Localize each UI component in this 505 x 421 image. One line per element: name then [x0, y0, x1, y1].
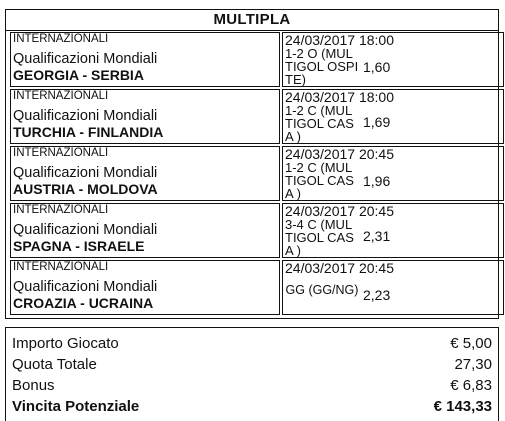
ticket-title: MULTIPLA	[6, 10, 498, 31]
match-name: CROAZIA - UCRAINA	[13, 295, 154, 311]
competition-label: INTERNAZIONALI	[13, 261, 109, 273]
bet-selection: 1-2 C (MULTIGOL CASA )	[285, 160, 354, 201]
bet-odds: 1,69	[363, 114, 391, 130]
bonus-value: € 6,83	[450, 377, 492, 394]
competition-label: INTERNAZIONALI	[13, 204, 109, 216]
bet-odds: 2,31	[363, 228, 391, 244]
bet-row	[10, 203, 493, 260]
bet-row	[10, 89, 493, 146]
importo-label: Importo Giocato	[12, 335, 119, 352]
bonus-label: Bonus	[12, 377, 55, 394]
bet-selection: 3-4 C (MULTIGOL CASA )	[285, 217, 354, 258]
event-datetime: 24/03/2017 18:00	[285, 89, 394, 105]
quota-value: 27,30	[454, 356, 492, 373]
vincita-row	[12, 396, 492, 417]
match-name: AUSTRIA - MOLDOVA	[13, 181, 158, 197]
bet-odds: 1,96	[363, 173, 391, 189]
bet-selection: 1-2 O (MULTIGOL OSPITE)	[285, 46, 359, 87]
league-label: Qualificazioni Mondiali	[13, 51, 158, 67]
match-name: SPAGNA - ISRAELE	[13, 238, 145, 254]
match-name: TURCHIA - FINLANDIA	[13, 124, 164, 140]
bet-info	[282, 89, 504, 144]
competition-label: INTERNAZIONALI	[13, 147, 109, 159]
bet-row	[10, 32, 493, 89]
importo-value: € 5,00	[450, 335, 492, 352]
summary-panel	[5, 327, 499, 421]
bet-info	[282, 146, 504, 201]
bet-odds: 1,60	[363, 59, 391, 75]
vincita-label: Vincita Potenziale	[12, 398, 140, 415]
competition-label: INTERNAZIONALI	[13, 90, 109, 102]
event-info	[10, 89, 280, 144]
bet-list	[10, 32, 493, 317]
league-label: Qualificazioni Mondiali	[13, 222, 158, 238]
league-label: Qualificazioni Mondiali	[13, 165, 158, 181]
match-name: GEORGIA - SERBIA	[13, 67, 144, 83]
bet-info	[282, 260, 504, 315]
league-label: Qualificazioni Mondiali	[13, 108, 158, 124]
bet-selection: GG (GG/NG)	[285, 283, 359, 297]
quota-label: Quota Totale	[12, 356, 97, 373]
event-info	[10, 203, 280, 258]
bonus-row	[12, 375, 492, 396]
event-info	[10, 260, 280, 315]
bet-row	[10, 146, 493, 203]
quota-row	[12, 354, 492, 375]
bet-selection: 1-2 C (MULTIGOL CASA )	[285, 103, 354, 144]
event-info	[10, 32, 280, 87]
event-datetime: 24/03/2017 20:45	[285, 146, 394, 162]
bet-info	[282, 203, 504, 258]
league-label: Qualificazioni Mondiali	[13, 279, 158, 295]
event-datetime: 24/03/2017 18:00	[285, 32, 394, 48]
competition-label: INTERNAZIONALI	[13, 33, 109, 45]
event-datetime: 24/03/2017 20:45	[285, 203, 394, 219]
bet-odds: 2,23	[363, 287, 391, 303]
vincita-value: € 143,33	[433, 398, 492, 415]
event-info	[10, 146, 280, 201]
event-datetime: 24/03/2017 20:45	[285, 260, 394, 276]
bet-row	[10, 260, 493, 317]
importo-row	[12, 333, 492, 354]
bet-info	[282, 32, 504, 87]
ticket-card	[5, 9, 499, 319]
